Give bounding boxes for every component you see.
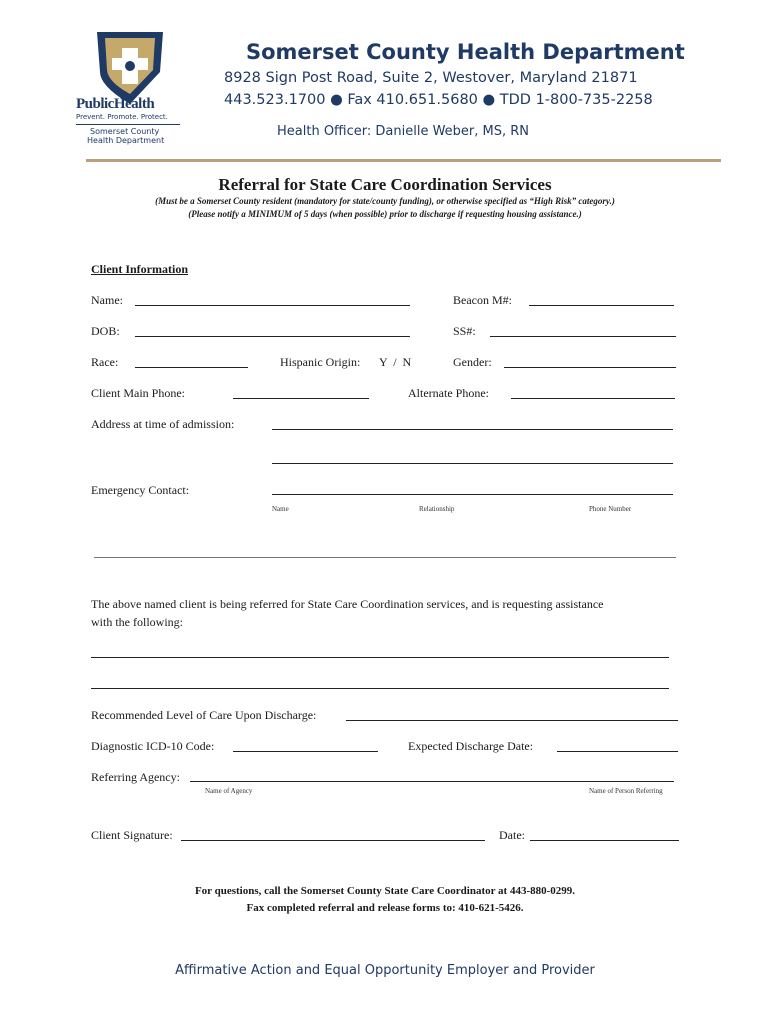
date-field[interactable] [530, 840, 679, 841]
logo-tagline: Prevent. Promote. Protect. [76, 113, 168, 121]
ss-field[interactable] [490, 336, 676, 337]
gender-label: Gender: [453, 355, 492, 369]
logo-brand: PublicHealth [76, 96, 155, 112]
org-address: 8928 Sign Post Road, Suite 2, Westover, Maryland 21871 [224, 70, 638, 86]
referral-statement-line1: The above named client is being referred for State Care Coordination services, and is requesting assistance [91, 597, 604, 611]
address-field-line1[interactable] [272, 429, 673, 430]
health-officer: Health Officer: Danielle Weber, MS, RN [277, 124, 530, 139]
beacon-label: Beacon M#: [453, 293, 512, 307]
race-field[interactable] [135, 367, 248, 368]
signature-label: Client Signature: [91, 828, 173, 842]
main-phone-field[interactable] [233, 398, 369, 399]
gender-field[interactable] [504, 367, 676, 368]
ss-label: SS#: [453, 324, 476, 338]
race-label: Race: [91, 355, 119, 369]
org-title: Somerset County Health Department [246, 40, 685, 64]
address-field-line2[interactable] [272, 463, 673, 464]
logo-rule [76, 124, 180, 125]
header-divider [86, 159, 721, 162]
address-label: Address at time of admission: [91, 417, 235, 431]
referral-statement-line2: with the following: [91, 615, 183, 629]
form-note-residency: (Must be a Somerset County resident (mandatory for state/county funding), or otherwise specified as “High Risk” category.) [155, 196, 615, 206]
form-title: Referral for State Care Coordination Services [218, 175, 552, 194]
ec-name-caption: Name [272, 505, 289, 513]
org-phones: 443.523.1700 ● Fax 410.651.5680 ● TDD 1-800-735-2258 [224, 92, 653, 108]
shield-icon [70, 26, 190, 106]
name-field[interactable] [135, 305, 410, 306]
beacon-field[interactable] [529, 305, 674, 306]
hispanic-origin-options[interactable]: Y / N [379, 355, 412, 369]
assistance-field-line2[interactable] [91, 688, 669, 689]
dob-field[interactable] [135, 336, 410, 337]
agency-caption: Name of Agency [205, 787, 253, 795]
icd-code-label: Diagnostic ICD-10 Code: [91, 739, 215, 753]
emergency-contact-label: Emergency Contact: [91, 483, 190, 497]
ec-relationship-caption: Relationship [419, 505, 455, 513]
person-caption: Name of Person Referring [589, 787, 663, 795]
logo [70, 26, 190, 150]
discharge-date-label: Expected Discharge Date: [408, 739, 534, 753]
assistance-field-line1[interactable] [91, 657, 669, 658]
icd-code-field[interactable] [233, 751, 378, 752]
discharge-date-field[interactable] [557, 751, 678, 752]
main-phone-label: Client Main Phone: [91, 386, 185, 400]
referring-agency-field[interactable] [190, 781, 674, 782]
dob-label: DOB: [91, 324, 120, 338]
level-of-care-field[interactable] [346, 720, 678, 721]
referring-agency-label: Referring Agency: [91, 770, 180, 784]
form-note-notify: (Please notify a MINIMUM of 5 days (when possible) prior to discharge if requesting housing assistance.) [188, 209, 582, 219]
level-of-care-label: Recommended Level of Care Upon Discharge: [91, 708, 317, 722]
signature-field[interactable] [181, 840, 485, 841]
ec-phone-caption: Phone Number [589, 505, 632, 513]
section-divider [94, 557, 676, 558]
section-client-information: Client Information [91, 262, 188, 276]
logo-org-line1: Somerset County [90, 127, 160, 136]
date-label: Date: [499, 828, 525, 842]
hispanic-origin-label: Hispanic Origin: [280, 355, 361, 369]
alt-phone-label: Alternate Phone: [408, 386, 489, 400]
footer-fax: Fax completed referral and release forms to: 410-621-5426. [246, 902, 524, 914]
footer-equal-opportunity: Affirmative Action and Equal Opportunity Employer and Provider [175, 963, 595, 978]
name-label: Name: [91, 293, 123, 307]
emergency-contact-field[interactable] [272, 494, 673, 495]
footer-questions: For questions, call the Somerset County State Care Coordinator at 443-880-0299. [194, 885, 576, 897]
logo-org-line2: Health Department [87, 136, 165, 145]
alt-phone-field[interactable] [511, 398, 675, 399]
